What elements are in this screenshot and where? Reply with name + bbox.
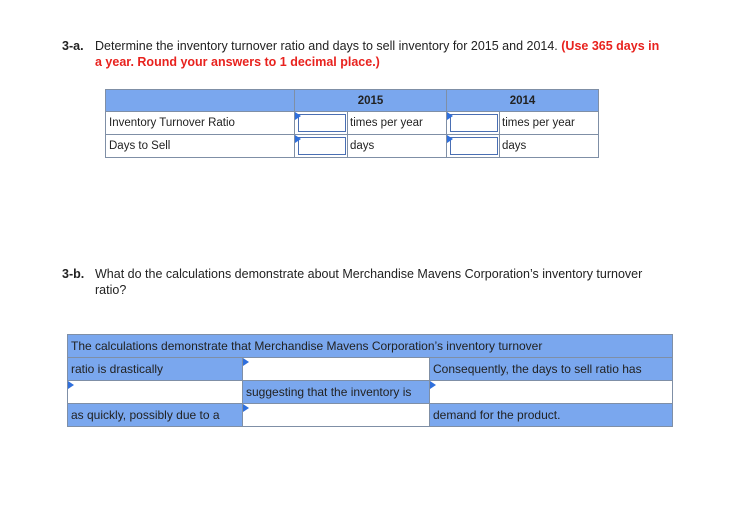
unit-label: days	[348, 135, 447, 158]
turnover-2014-input[interactable]	[447, 112, 500, 135]
question-3a	[62, 38, 702, 70]
days-2014-input[interactable]	[447, 135, 500, 158]
unit-label: times per year	[348, 112, 447, 135]
input-marker-icon	[295, 112, 301, 120]
demand-change-dropdown[interactable]	[243, 404, 430, 427]
unit-label: days	[500, 135, 599, 158]
table-row	[106, 112, 599, 135]
dropdown-marker-icon	[430, 381, 436, 389]
dropdown-marker-icon	[243, 358, 249, 366]
days-2015-input[interactable]	[295, 135, 348, 158]
question-3b	[62, 266, 702, 298]
table-row	[106, 135, 599, 158]
instruction-text-cont: a year. Round your answers to 1 decimal place.)	[95, 55, 380, 69]
question-text: What do the calculations demonstrate about Merchandise Mavens Corporation’s inventory turnover	[95, 267, 643, 281]
input-marker-icon	[447, 112, 453, 120]
inventory-sold-dropdown[interactable]	[430, 381, 673, 404]
dropdown-marker-icon	[243, 404, 249, 412]
header-blank	[106, 90, 295, 112]
header-2014: 2014	[447, 90, 599, 112]
ratio-is-label: ratio is drastically	[68, 358, 243, 381]
question-text-cont: ratio?	[95, 283, 127, 297]
conclusion-table	[67, 334, 673, 427]
question-number: 3-b.	[62, 267, 85, 281]
suggesting-label: suggesting that the inventory is	[243, 381, 430, 404]
unit-label: times per year	[500, 112, 599, 135]
row-label-days: Days to Sell	[106, 135, 295, 158]
consequently-label: Consequently, the days to sell ratio has	[430, 358, 673, 381]
question-text: Determine the inventory turnover ratio and days to sell inventory for 2015 and 2014.	[95, 39, 558, 53]
header-2015: 2015	[295, 90, 447, 112]
instruction-text: (Use 365 days in	[561, 39, 660, 53]
input-marker-icon	[447, 135, 453, 143]
intro-text: The calculations demonstrate that Merchandise Mavens Corporation’s inventory turnover	[68, 335, 673, 358]
question-number: 3-a.	[62, 39, 84, 53]
ratio-change-dropdown[interactable]	[243, 358, 430, 381]
inventory-ratio-table	[105, 89, 599, 158]
dropdown-marker-icon	[68, 381, 74, 389]
row-label-turnover: Inventory Turnover Ratio	[106, 112, 295, 135]
days-change-dropdown[interactable]	[68, 381, 243, 404]
input-marker-icon	[295, 135, 301, 143]
as-quickly-label: as quickly, possibly due to a	[68, 404, 243, 427]
turnover-2015-input[interactable]	[295, 112, 348, 135]
demand-label: demand for the product.	[430, 404, 673, 427]
